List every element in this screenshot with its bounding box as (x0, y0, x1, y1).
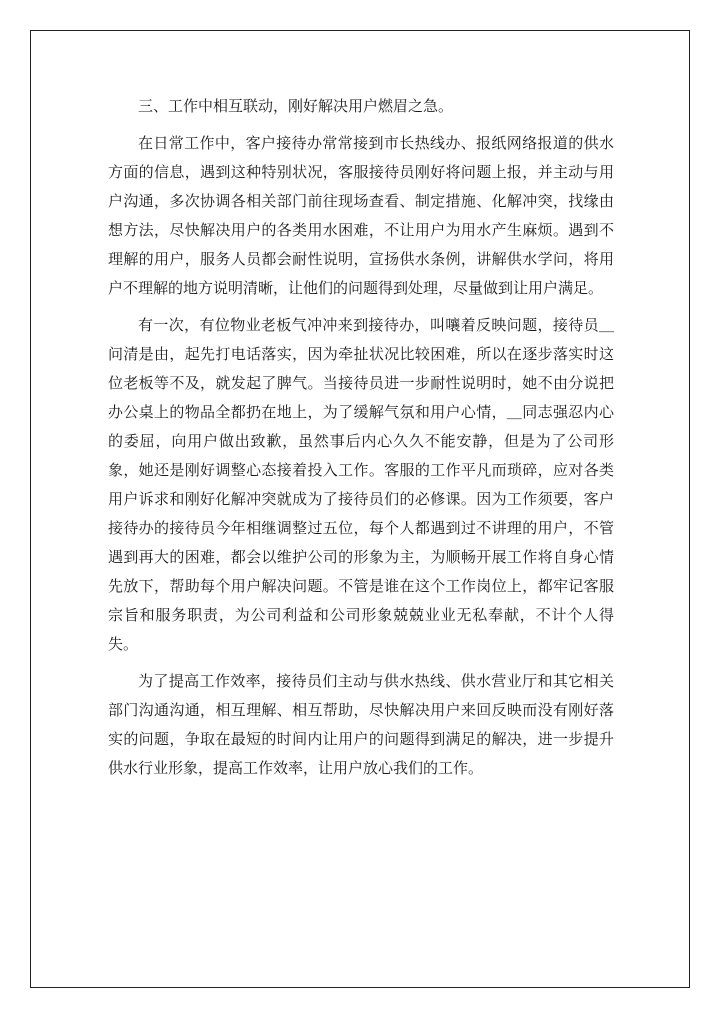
document-body (108, 92, 614, 783)
paragraph-daily-work: 在日常工作中，客户接待办常常接到市长热线办、报纸网络报道的供水方面的信息，遇到这种特别状况，客服接待员刚好将问题上报，并主动与用户沟通，多次协调各相关部门前往现场查看、制定措施、化解冲突，找缘由想方法，尽快解决用户的各类用水困难，不让用户为用水产生麻烦。遇到不理解的用户，服务人员都会耐性说明，宣扬供水条例，讲解供水学问，将用户不理解的地方说明清晰，让他们的问题得到处理，尽量做到让用户满足。 (108, 134, 614, 297)
paragraph-property-owner-incident: 有一次，有位物业老板气冲冲来到接待办，叫嚷着反映问题，接待员＿问清是由，起先打电话落实，因为牵扯状况比较困难，所以在逐步落实时这位老板等不及，就发起了脾气。当接待员进一步耐性说明时，她不由分说把办公桌上的物品全都扔在地上，为了缓解气氛和用户心情，＿同志强忍内心的委屈，向用户做出致歉，虽然事后内心久久不能安静，但是为了公司形象，她还是刚好调整心态接着投入工作。客服的工作平凡而琐碎，应对各类用户诉求和刚好化解冲突就成为了接待员们的必修课。因为工作须要，客户接待办的接待员今年相继调整过五位，每个人都遇到过不讲理的用户，不管遇到再大的困难，都会以维护公司的形象为主，为顺畅开展工作将自身心情先放下，帮助每个用户解决问题。不管是谁在这个工作岗位上，都牢记客服宗旨和服务职责，为公司利益和公司形象兢兢业业无私奉献，不计个人得失。 (108, 316, 614, 653)
section-heading: 三、工作中相互联动，刚好解决用户燃眉之急。 (138, 97, 454, 115)
paragraph-efficiency: 为了提高工作效率，接待员们主动与供水热线、供水营业厅和其它相关部门沟通沟通，相互理解、相互帮助，尽快解决用户来回反映而没有刚好落实的问题，争取在最短的时间内让用户的问题得到满足的解决，进一步提升供水行业形象，提高工作效率，让用户放心我们的工作。 (108, 672, 614, 777)
